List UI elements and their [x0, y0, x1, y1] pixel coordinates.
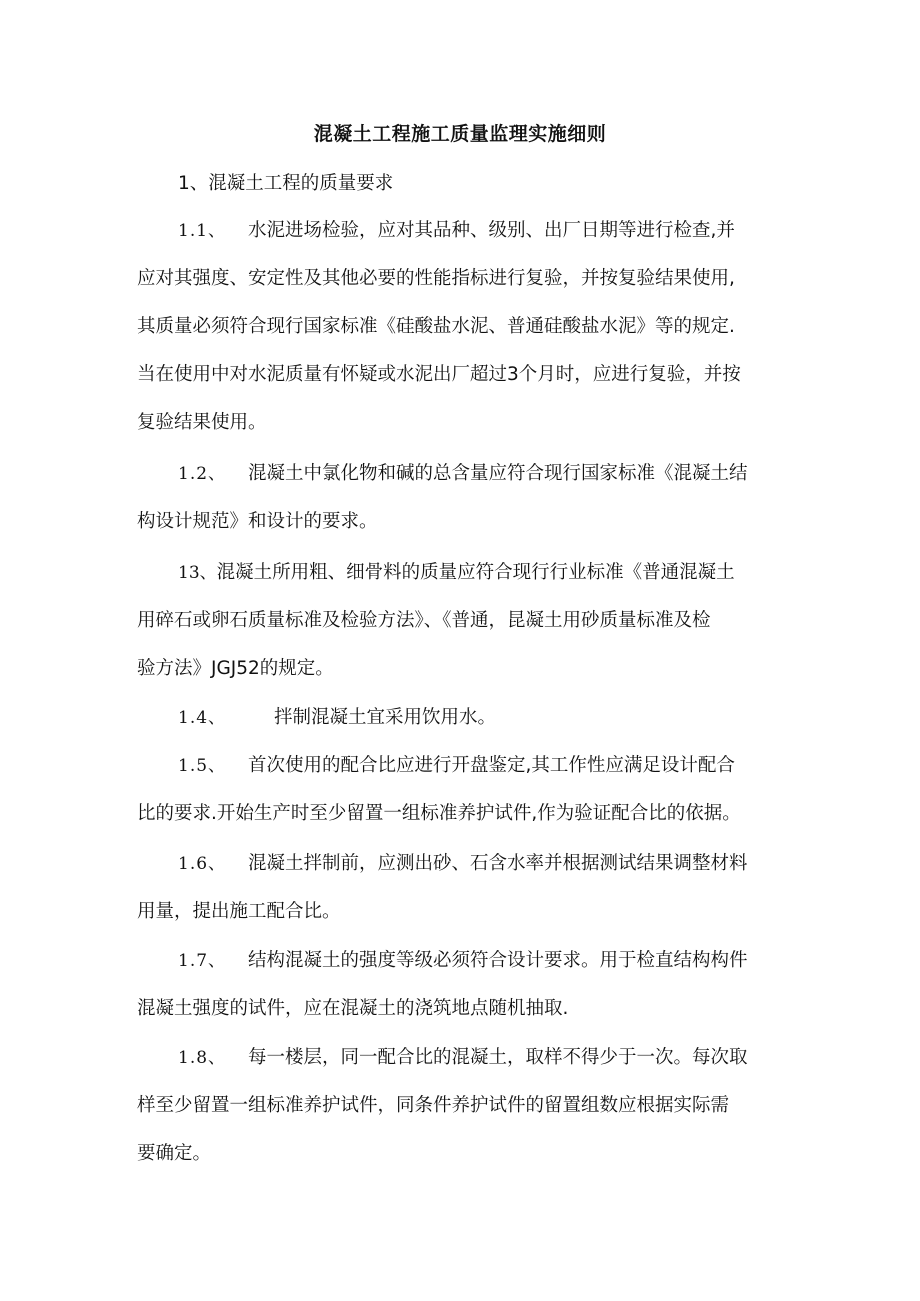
item-number: 1.8、 [178, 1048, 227, 1068]
paragraph-line: 样至少留置一组标准养护试件，同条件养护试件的留置组数应根据实际需 [137, 1095, 730, 1116]
item-number: 13、 [178, 563, 217, 583]
paragraph-line: 应对其强度、安定性及其他必要的性能指标进行复验，并按复验结果使用, [137, 268, 735, 289]
item-1-1-first-line [178, 218, 735, 244]
paragraph-line: 每一楼层，同一配合比的混凝土，取样不得少于一次。每次取 [248, 1047, 748, 1068]
item-number: 1.7、 [178, 951, 227, 971]
paragraph-line: 混凝土所用粗、细骨料的质量应符合现行行业标准《普通混凝土 [216, 562, 735, 583]
paragraph-line: 水泥进场检验，应对其品种、级别、出厂日期等进行检查,并 [248, 220, 735, 241]
item-1-5-first-line [178, 753, 735, 779]
paragraph-line: 混凝土中氯化物和碱的总含量应符合现行国家标准《混凝土结 [248, 463, 748, 484]
paragraph-line: 用量，提出施工配合比。 [137, 901, 341, 922]
paragraph-line: 复验结果使用。 [137, 412, 267, 433]
paragraph-line: 要确定。 [137, 1143, 212, 1164]
paragraph-line: 比的要求.开始生产时至少留置一组标准养护试件,作为验证配合比的依据。 [137, 803, 741, 824]
item-number: 1.6、 [178, 854, 227, 874]
item-number: 1.2、 [178, 464, 227, 484]
item-number: 1.1、 [178, 221, 227, 241]
paragraph-line: 混凝土拌制前，应测出砂、石含水率并根据测试结果调整材料 [248, 853, 748, 874]
item-number: 1.5、 [178, 756, 227, 776]
section-heading: 1、混凝土工程的质量要求 [178, 173, 394, 194]
paragraph-line: 混凝土强度的试件，应在混凝土的浇筑地点随机抽取. [137, 998, 569, 1019]
item-1-8-first-line [178, 1045, 748, 1071]
paragraph-line: 首次使用的配合比应进行开盘鉴定,其工作性应满足设计配合 [248, 755, 735, 776]
item-1-6-first-line [178, 851, 748, 877]
paragraph-line: 构设计规范》和设计的要求。 [137, 511, 378, 532]
paragraph-line: 验方法》JGJ52的规定。 [137, 658, 334, 679]
item-1-7-first-line [178, 948, 748, 974]
item-1-4-line [178, 705, 496, 731]
item-number: 1.4、 [178, 708, 227, 728]
paragraph-line: 其质量必须符合现行国家标准《硅酸盐水泥、普通硅酸盐水泥》等的规定. [137, 316, 735, 337]
item-1-3-first-line [178, 560, 735, 586]
item-1-2-first-line [178, 461, 748, 487]
paragraph-line: 当在使用中对水泥质量有怀疑或水泥出厂超过3个月时，应进行复验，并按 [137, 364, 741, 385]
paragraph-line: 用碎石或卵石质量标准及检验方法》、《普通，昆凝土用砂质量标准及检 [137, 610, 711, 631]
page-title: 混凝土工程施工质量监理实施细则 [313, 123, 607, 145]
paragraph-line: 拌制混凝土宜采用饮用水。 [274, 707, 497, 728]
paragraph-line: 结构混凝土的强度等级必须符合设计要求。用于检直结构构件 [248, 950, 748, 971]
